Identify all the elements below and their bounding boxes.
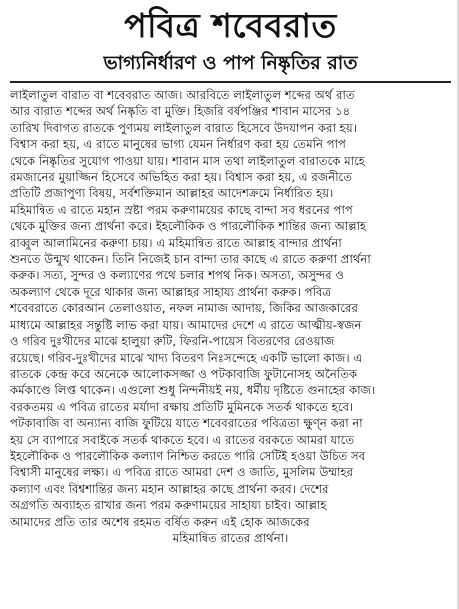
body-line: করুক। সত্য, সুন্দর ও কল্যাণের পথে চলার শপথ নিক। অসত্য, অসুন্দর ও [10, 268, 345, 283]
body-line: বিশ্বাস করা হয়, এ রাতে মানুষের ভাগ্য যেমন নির্ধারণ করা হয় তেমনি পাপ [10, 137, 346, 152]
body-line: রাতকে কেন্দ্র করে অনেকে আলোকসজ্জা ও পটকাবাজি ফুটানোসহ অনৈতিক [10, 366, 358, 381]
body-line: অগ্রগতি অব্যাহত রাখার জন্য পরম করুণাময়ের সাহায্য চাইব। আল্লাহ [10, 498, 327, 513]
body-line: প্রতিটি প্রজাপুণ্য বিষয়, সর্বশক্তিমান আল্লাহর আদেশক্রমে নির্ধারিত হয়। [10, 186, 334, 201]
article-title: পবিত্র শবেবরাত [124, 6, 337, 45]
body-line: রয়েছে। গরিব-দুঃখীদের মাঝে খাদ্য বিতরণ নিঃসন্দেহে একটি ভালো কাজ। এ [10, 350, 363, 365]
body-line: থেকে নিষ্কৃতির সুযোগ পাওয়া যায়। শাবান মাস তথা লাইলাতুল বারাতকে মাহে [10, 153, 365, 168]
body-line-last: মহিমান্বিত রাতের প্রার্থনা। [172, 530, 289, 545]
body-line: রাব্বুল আলামিনের করুণা চায়। এ মহিমান্বিত রাতে আল্লাহ বান্দার প্রার্থনা [10, 235, 342, 250]
body-line: বিশ্বাসী মানুষের লক্ষ্য। এ পবিত্র রাতে আমরা দেশ ও জাতি, মুসলিম উম্মাহর [10, 465, 354, 480]
body-line: তারিখ দিবাগত রাতকে পুণ্যময় লাইলাতুল বারাত হিসেবে উদযাপন করা হয়। [10, 120, 357, 135]
body-line: বরকতময় এ পবিত্র রাতের মর্যাদা রক্ষায় প্রতিটি মুমিনকে সতর্ক থাকতে হবে। [10, 399, 354, 414]
body-line: থেকে মুক্তির জন্য প্রার্থনা করে। ইহলৌকিক ও পারলৌকিক শান্তির জন্য আল্লাহ [10, 219, 367, 234]
body-line: রমজানের মুয়াজ্জিন হিসেবে অভিহিত করা হয়। বিশ্বাস করা হয়, এ রজনীতে [10, 170, 353, 185]
body-line: শবেবরাতে কোরআন তেলাওয়াত, নফল নামাজ আদায়, জিকির আজকারের [10, 301, 358, 316]
body-line: শুনতে উন্মুখ থাকেন। তিনি নিজেই চান বান্দা তার কাছে এ রাতে করুণা প্রার্থনা [10, 252, 371, 267]
body-line: লাইলাতুল বারাত বা শবেবরাত আজ। আরবিতে লাইলাতুল শব্দের অর্থ রাত [10, 88, 355, 102]
article-subtitle: ভাগ্যনির্ধারণ ও পাপ নিষ্কৃতির রাত [103, 52, 358, 74]
body-line: আর বারাত শব্দের অর্থ নিষ্কৃতি বা মুক্তি। হিজরি বর্ষপঞ্জির শাবান মাসের ১৪ [10, 104, 351, 119]
body-line: মহিমান্বিত এ রাতে মহান স্রষ্টা পরম করুণাময়ের কাছে বান্দা সব ধরনের পাপ [10, 202, 353, 217]
body-line: আমাদের প্রতি তার অশেষ রহমত বর্ষিত করুন এই হোক আজকের [10, 514, 310, 529]
body-line: মাধ্যমে আল্লাহর সন্তুষ্টি লাভ করা যায়। আমাদের দেশে এ রাতে আত্মীয়-স্বজন [10, 317, 362, 332]
body-line: ও গরিব দুঃখীদের মাঝে হালুয়া রুটি, ফিরনি-পায়েস বিতরণের রেওয়াজ [10, 334, 335, 349]
body-line: কল্যাণ এবং বিশ্বশান্তির জন্য মহান আল্লাহর কাছে প্রার্থনা করব। দেশের [10, 481, 329, 496]
body-line: কর্মকাণ্ডে লিপ্ত থাকেন। এগুলো শুধু নিন্দনীয়ই নয়, ধর্মীয় দৃষ্টিতে গুনাহের কাজ। [10, 383, 376, 398]
divider [10, 81, 451, 83]
body-line: হয় সে ব্যাপারে সবাইকে সতর্ক থাকতে হবে। এ রাতের বরকতে আমরা যাতে [10, 432, 355, 447]
body-line: পটকাবাজি বা অন্যান্য বাজি ফুটিয়ে যাতে শবেবরাতের পবিত্রতা ক্ষুণ্ন করা না [10, 416, 363, 431]
body-line: ইহলৌকিক ও পারলৌকিক কল্যাণ নিশ্চিত করতে পারি সেটিই হওয়া উচিত সব [10, 448, 366, 463]
article-body [10, 87, 451, 546]
body-line: অকল্যাণ থেকে দূরে থাকার জন্য আল্লাহর সাহায্য প্রার্থনা করুক। পবিত্র [10, 284, 332, 299]
